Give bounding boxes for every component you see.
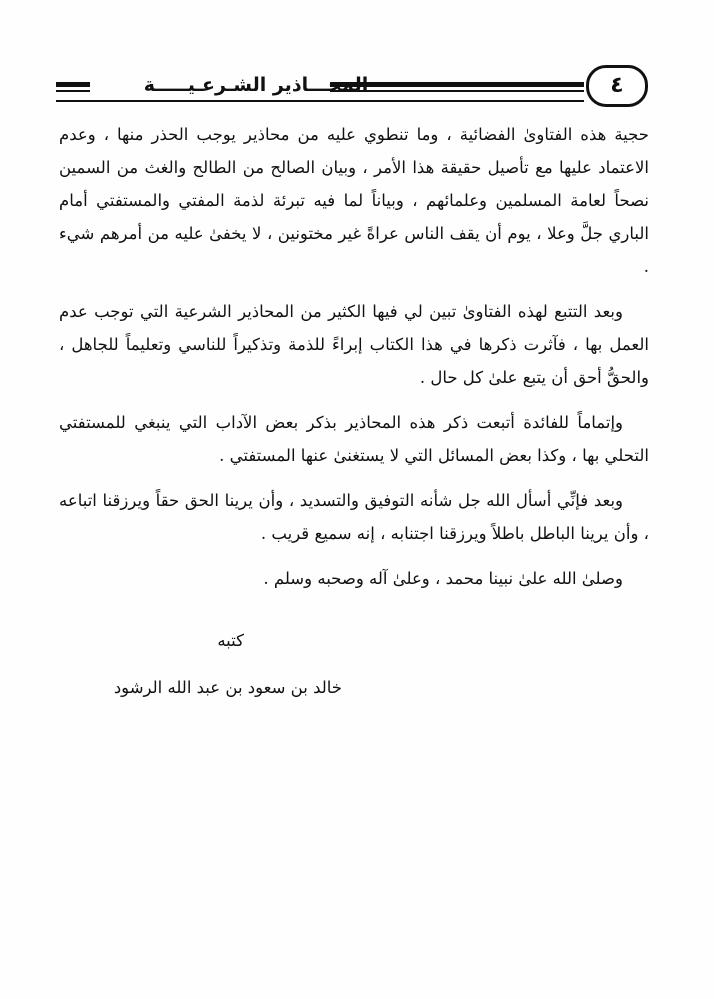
signature-wrote: كتبه (217, 631, 244, 650)
page-header (56, 62, 656, 108)
running-title: المحـــاذير الشـرعـيـــــة (143, 74, 369, 96)
paragraph: حجية هذه الفتاوىٰ الفضائية ، وما تنطوي عليه من محاذير يوجب الحذر منها ، وعدم الاعتماد عليها مع تأصيل حقيقة هذا الأمر ، وبيان الصالح من الطالح والغث من السمين نصحاً لعامة المسلمين وعلمائهم ، وبياناً لما فيه تبرئة لذمة المفتي والمستفتي أمام الباري جلَّ وعلا ، يوم أن يقف الناس عراةً غير مختونين ، لا يخفىٰ عليه من أمرهم شيء . (59, 125, 649, 276)
header-rule-left-thick (56, 82, 90, 87)
signature-author: خالد بن سعود بن عبد الله الرشود (113, 678, 342, 697)
page-number: ٤ (586, 65, 648, 107)
paragraph: وإتماماً للفائدة أتبعت ذكر هذه المحاذير بذكر بعض الآداب التي ينبغي للمستفتي التحلي بها ، وكذا بعض المسائل التي لا يستغنىٰ عنها المستفتي . (59, 413, 649, 465)
header-rule-left-thin (56, 90, 90, 92)
paragraph: وبعد فإنِّي أسأل الله جل شأنه التوفيق والتسديد ، وأن يرينا الحق حقاً ويرزقنا اتباعه ، وأن يرينا الباطل باطلاً ويرزقنا اجتنابه ، إنه سميع قريب . (59, 491, 649, 543)
paragraph: وبعد التتبع لهذه الفتاوىٰ تبين لي فيها الكثير من المحاذير الشرعية التي توجب عدم العمل بها ، فآثرت ذكرها في هذا الكتاب إبراءً للذمة وتذكيراً للناسي وتعليماً للجاهل ، والحقُّ أحق أن يتبع علىٰ كل حال . (59, 302, 649, 387)
main-text (59, 118, 649, 607)
paragraph: وصلىٰ الله علىٰ نبينا محمد ، وعلىٰ آله وصحبه وسلم . (263, 569, 623, 588)
header-rule-bottom (56, 100, 584, 102)
